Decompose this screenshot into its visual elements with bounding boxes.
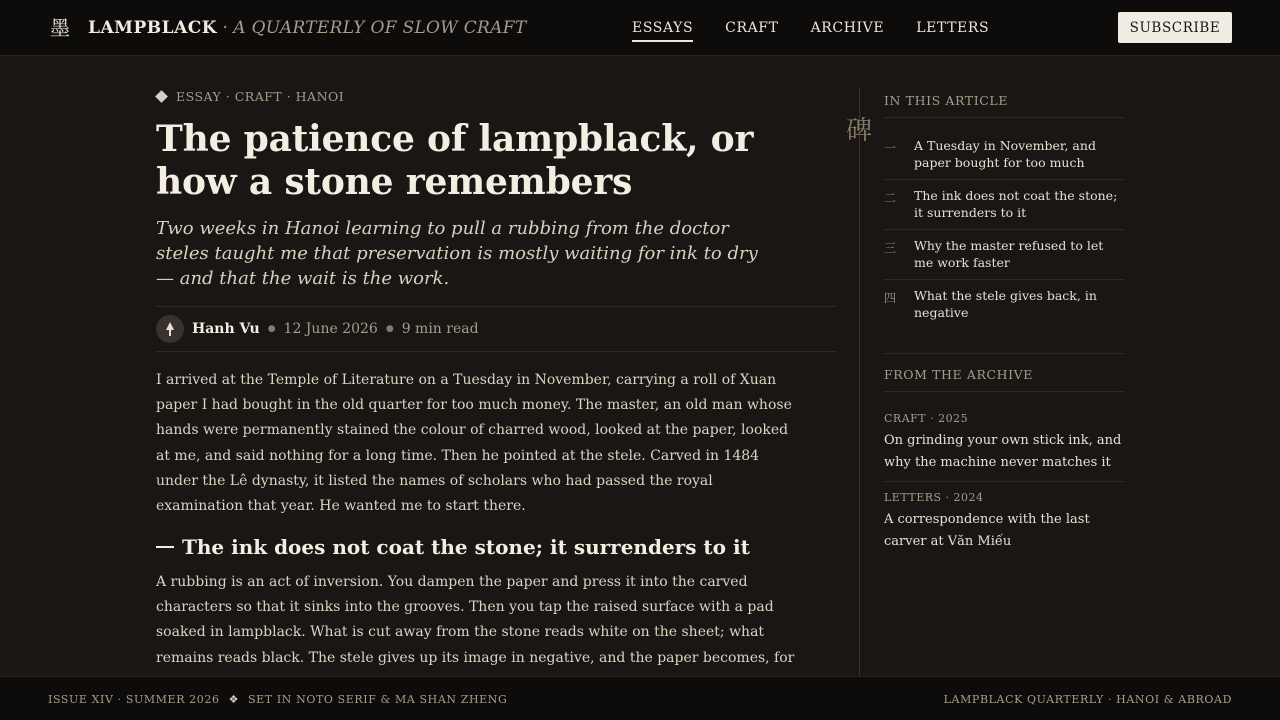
toc-item[interactable] (884, 280, 1124, 330)
nav-archive[interactable]: ARCHIVE (810, 20, 885, 36)
toc-link[interactable]: The ink does not coat the stone; it surrenders to it (914, 188, 1118, 220)
article-paragraph: A rubbing is an act of inversion. You dampen the paper and press it into the carved characters so that it sinks into the grooves. Then you tap the raised surface with a pad soaked in lampblack. What is cut away from the stone reads white on the sheet; what remains reads black. The stele gives up its image in negative, and the paper becomes, for (156, 574, 795, 666)
subscribe-button[interactable]: SUBSCRIBE (1118, 12, 1232, 43)
article-dek: Two weeks in Hanoi learning to pull a rubbing from the doctor steles taught me that preservation is mostly waiting for ink to dry — and that the wait is the work. (156, 218, 758, 289)
nav-craft[interactable]: CRAFT (725, 20, 779, 36)
logo-icon[interactable]: 墨 (50, 16, 70, 40)
stele-glyph: 碑 (846, 116, 873, 146)
nav-essays[interactable]: ESSAYS (632, 20, 693, 42)
read-time: 9 min read (401, 321, 479, 337)
avatar[interactable] (156, 315, 184, 343)
archive-heading: FROM THE ARCHIVE (884, 367, 1034, 382)
heading-dash (156, 546, 174, 548)
brand-separator: · (217, 18, 234, 38)
brand[interactable] (88, 18, 526, 38)
table-of-contents (884, 130, 1124, 330)
brush-icon (164, 321, 176, 337)
nav-letters[interactable]: LETTERS (916, 20, 990, 36)
toc-link[interactable]: A Tuesday in November, and paper bought for too much (914, 138, 1096, 170)
divider (884, 117, 1124, 118)
toc-number: 三 (884, 241, 897, 255)
toc-number: 二 (884, 191, 897, 205)
divider (884, 353, 1124, 354)
toc-number: 四 (884, 291, 897, 305)
toc-link[interactable]: Why the master refused to let me work faster (914, 238, 1104, 270)
brand-name[interactable]: LAMPBLACK (88, 18, 218, 38)
site-footer (0, 676, 1280, 720)
column-divider (859, 88, 860, 678)
diamond-icon (155, 90, 168, 103)
archive-link[interactable]: On grinding your own stick ink, and why the machine never matches it (884, 433, 1122, 470)
archive-item[interactable] (884, 412, 1124, 482)
footer-right: LAMPBLACK QUARTERLY · HANOI & ABROAD (943, 693, 1232, 706)
byline-dot: ● (267, 324, 276, 334)
issue-label: ISSUE XIV · SUMMER 2026 (48, 693, 220, 706)
byline-dot: ● (385, 324, 394, 334)
section-heading (156, 535, 750, 559)
typeset-label: SET IN NOTO SERIF & MA SHAN ZHENG (248, 693, 508, 706)
author-name[interactable]: Hanh Vu (192, 321, 260, 337)
footer-left (48, 693, 507, 706)
article-paragraph: I arrived at the Temple of Literature on a Tuesday in November, carrying a roll of Xuan paper I had bought in the old quarter for too much money. The master, an old man whose hands were permanently stained the colour of charred wood, looked at the paper, looked at me, and said nothing for a long time. Then he pointed at the stele. Carved in 1484 under the Lê dynasty, it listed the names of scholars who had passed the royal examination that year. He wanted me to start there. (156, 372, 792, 515)
toc-item[interactable] (884, 180, 1124, 230)
divider (884, 391, 1124, 392)
site-header (0, 0, 1280, 56)
archive-link[interactable]: A correspondence with the last carver at Văn Miếu (884, 512, 1090, 549)
archive-item[interactable] (884, 491, 1124, 553)
toc-heading: IN THIS ARTICLE (884, 93, 1009, 108)
toc-item[interactable] (884, 130, 1124, 180)
toc-item[interactable] (884, 230, 1124, 280)
main-nav (632, 20, 989, 42)
toc-link[interactable]: What the stele gives back, in negative (914, 288, 1097, 320)
toc-number: 一 (884, 141, 897, 155)
kicker-text[interactable]: ESSAY · CRAFT · HANOI (176, 89, 345, 104)
brand-tagline: A QUARTERLY OF SLOW CRAFT (233, 18, 527, 38)
section-heading-text: The ink does not coat the stone; it surrenders to it (182, 535, 750, 559)
archive-meta: LETTERS · 2024 (884, 491, 984, 504)
archive-meta: CRAFT · 2025 (884, 412, 969, 425)
byline (156, 306, 836, 352)
diamond-icon: ❖ (228, 693, 240, 706)
article-title: The patience of lampblack, or how a stone remembers (156, 118, 754, 203)
article-kicker (156, 89, 344, 104)
publish-date: 12 June 2026 (283, 321, 378, 337)
